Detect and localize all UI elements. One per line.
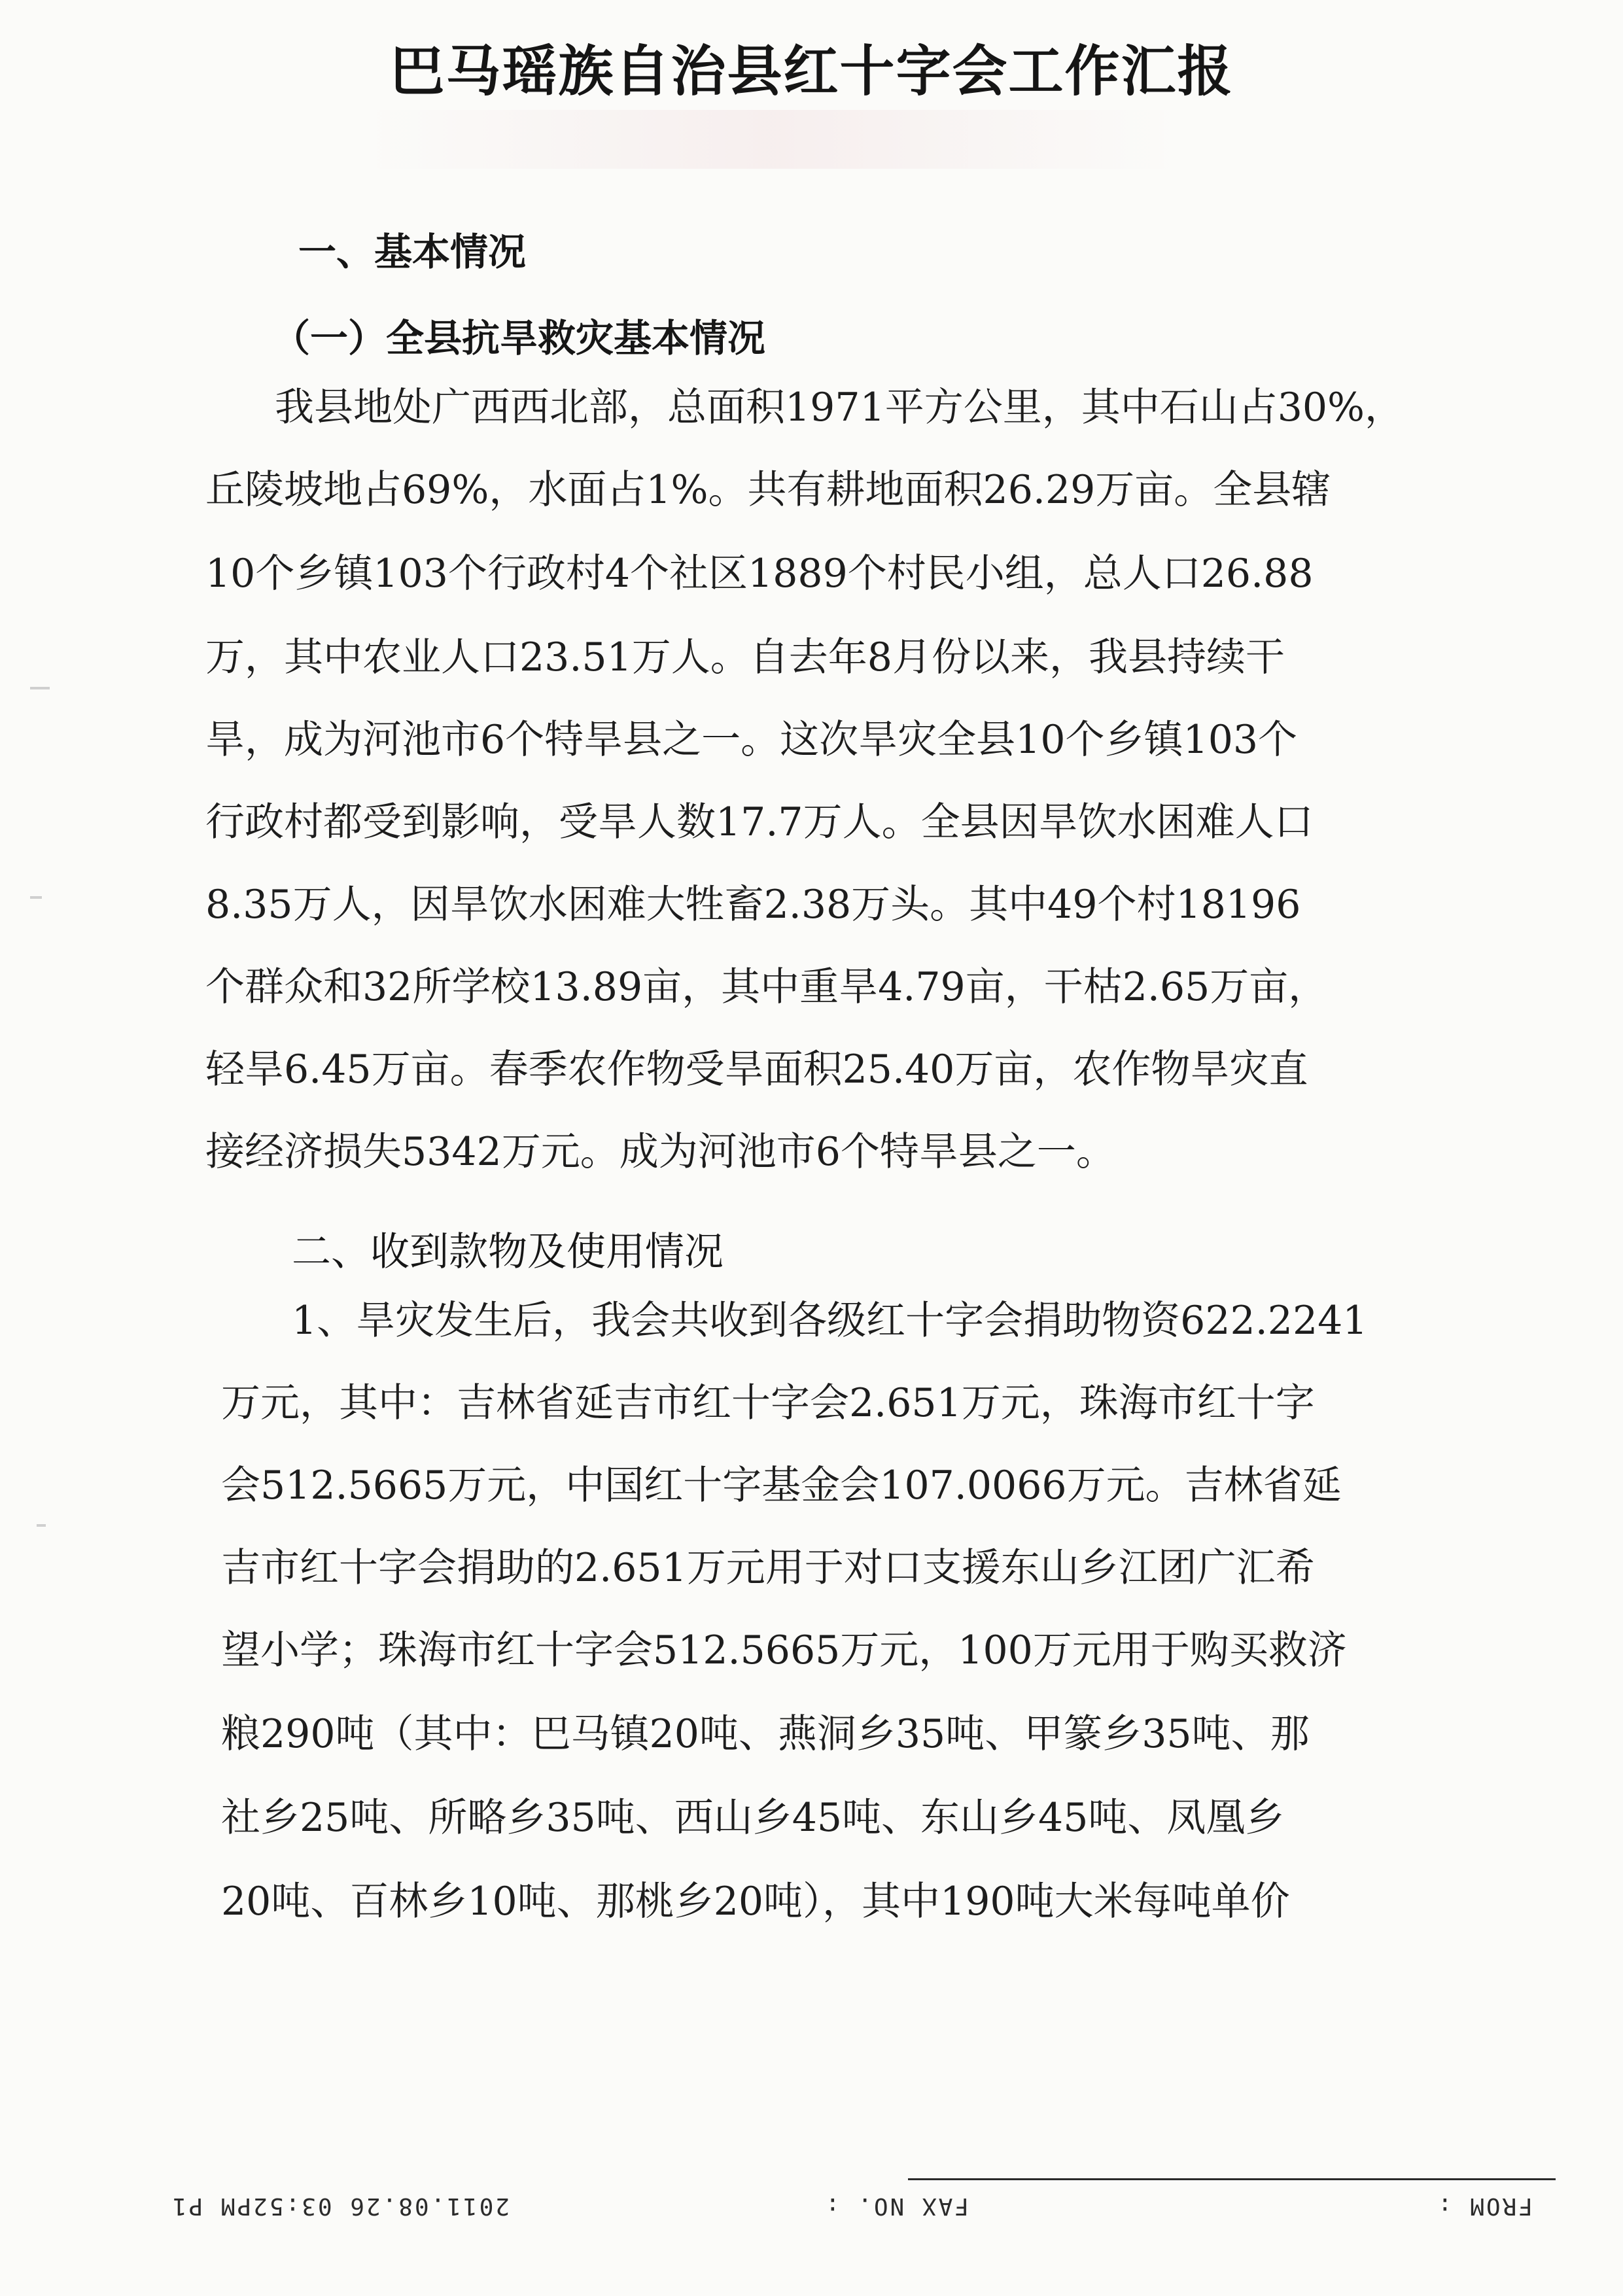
fax-rule-line: [908, 2178, 1556, 2180]
paragraph-line: 1、旱灾发生后，我会共收到各级红十字会捐助物资622.2241: [292, 1298, 1368, 1344]
section-2-heading: 二、收到款物及使用情况: [292, 1229, 724, 1275]
subsection-1-heading: （一）全县抗旱救灾基本情况: [272, 316, 766, 360]
paragraph-line: 8.35万人，因旱饮水困难大牲畜2.38万头。其中49个村18196: [205, 882, 1301, 928]
scan-speck: [37, 1524, 46, 1527]
paragraph-line: 10个乡镇103个行政村4个社区1889个村民小组，总人口26.88: [205, 551, 1314, 597]
paragraph-line: 万元，其中：吉林省延吉市红十字会2.651万元，珠海市红十字: [221, 1380, 1315, 1426]
fax-number-label: FAX NO. :: [823, 2193, 969, 2219]
paragraph-line: 行政村都受到影响，受旱人数17.7万人。全县因旱饮水困难人口: [205, 799, 1314, 845]
fax-datetime: 2011.08.26 03:52PM P1: [170, 2193, 510, 2219]
scan-speck: [30, 687, 50, 689]
paragraph-line: 会512.5665万元，中国红十字基金会107.0066万元。吉林省延: [221, 1463, 1342, 1508]
fax-from-label: FROM :: [1435, 2193, 1533, 2219]
section-1-heading: 一、基本情况: [298, 230, 527, 274]
paragraph-line: 我县地处广西西北部，总面积1971平方公里，其中石山占30%，: [275, 385, 1405, 430]
paragraph-line: 吉市红十字会捐助的2.651万元用于对口支援东山乡江团广汇希: [221, 1545, 1315, 1591]
fax-header-strip: [0, 2173, 1623, 2225]
paragraph-line: 接经济损失5342万元。成为河池市6个特旱县之一。: [205, 1129, 1115, 1175]
paragraph-line: 个群众和32所学校13.89亩，其中重旱4.79亩，干枯2.65万亩，: [205, 964, 1328, 1010]
paragraph-line: 万，其中农业人口23.51万人。自去年8月份以来，我县持续干: [205, 635, 1285, 680]
paragraph-line: 轻旱6.45万亩。春季农作物受旱面积25.40万亩，农作物旱灾直: [205, 1047, 1308, 1092]
document-title: 巴马瑶族自治县红十字会工作汇报: [389, 39, 1234, 103]
paragraph-line: 20吨、百林乡10吨、那桃乡20吨），其中190吨大米每吨单价: [221, 1879, 1290, 1924]
faint-stamp-mark: [366, 110, 1178, 169]
paragraph-line: 旱，成为河池市6个特旱县之一。这次旱灾全县10个乡镇103个: [205, 717, 1298, 763]
paragraph-line: 粮290吨（其中：巴马镇20吨、燕洞乡35吨、甲篆乡35吨、那: [221, 1711, 1310, 1757]
paragraph-line: 望小学；珠海市红十字会512.5665万元，100万元用于购买救济: [221, 1627, 1347, 1673]
scan-speck: [30, 896, 42, 899]
paragraph-line: 社乡25吨、所略乡35吨、西山乡45吨、东山乡45吨、凤凰乡: [221, 1795, 1285, 1841]
fax-header-text-upside-down: [0, 2187, 1623, 2224]
paragraph-line: 丘陵坡地占69%，水面占1%。共有耕地面积26.29万亩。全县辖: [205, 467, 1331, 513]
